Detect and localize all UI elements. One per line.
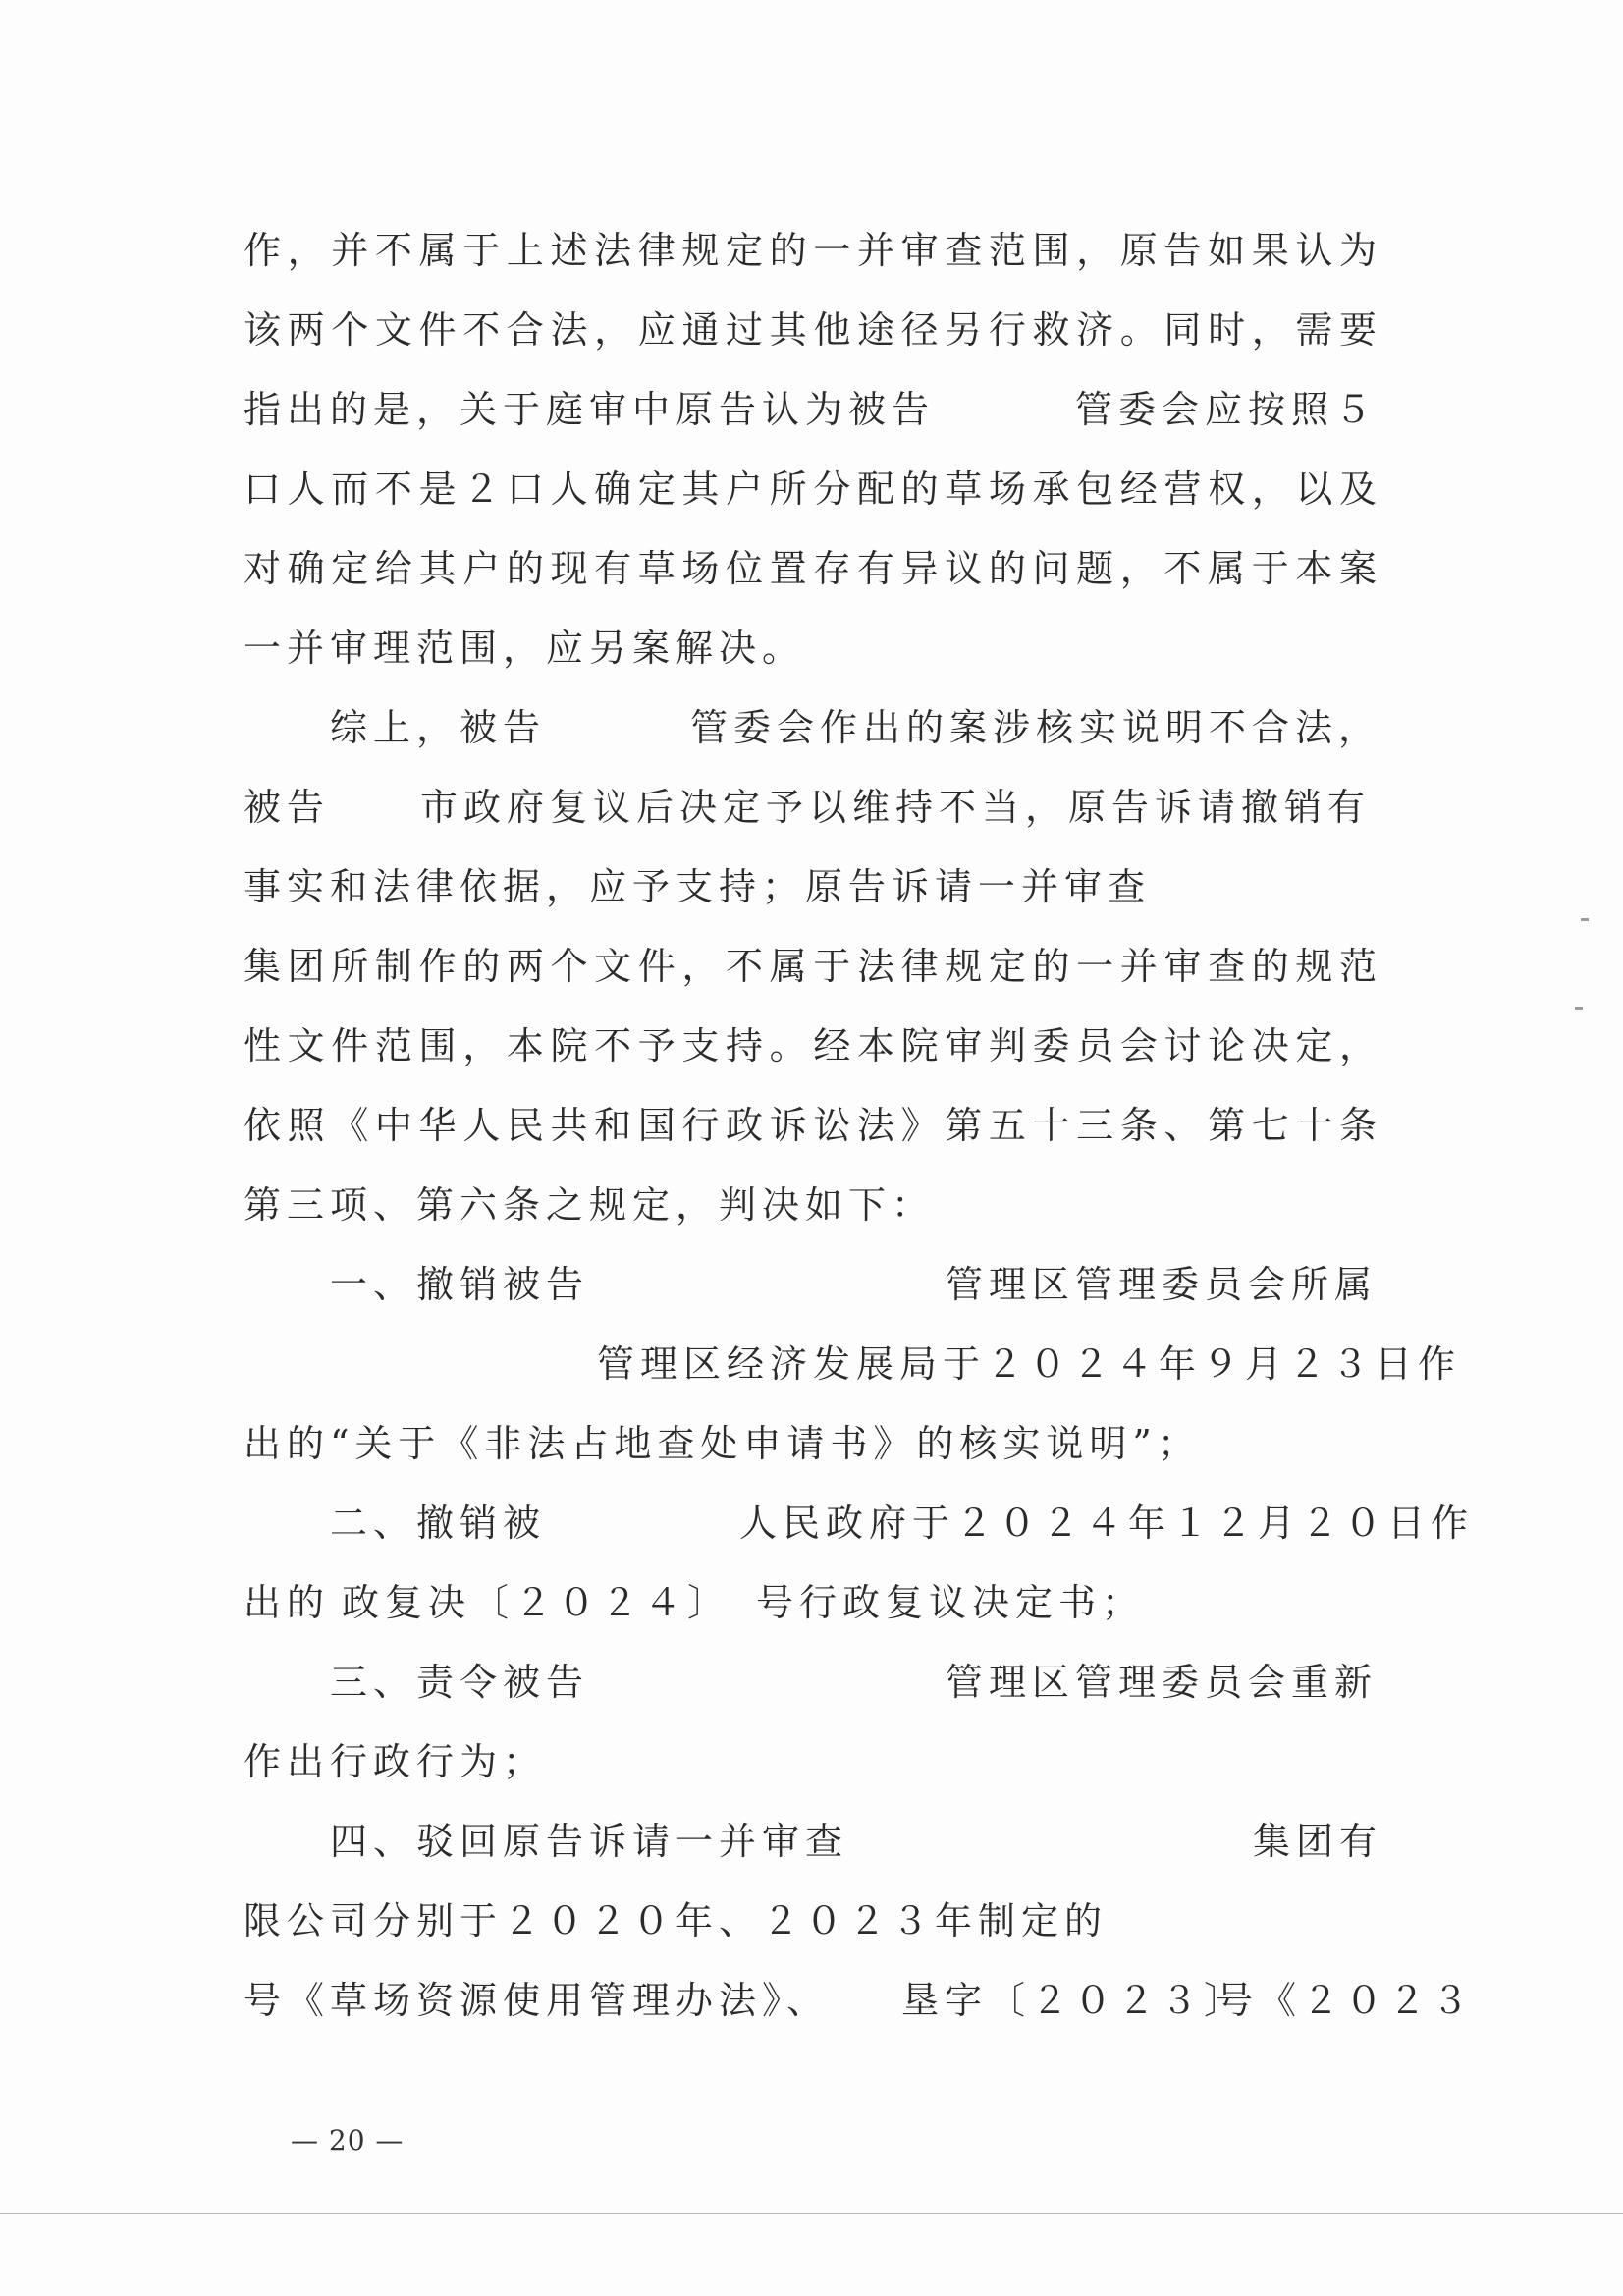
text-segment: 政复决〔２０２４〕 (342, 1581, 731, 1624)
text-segment: 指出的是，关于庭审中原告认为被告 (243, 388, 936, 431)
text-segment: 被告 (243, 786, 331, 829)
scan-speck (1575, 1007, 1583, 1010)
text-segment: 号行政复议决定书； (756, 1581, 1146, 1624)
text-segment: 出的 (243, 1581, 331, 1624)
text-line: 对确定给其户的现有草场位置存有异议的问题，不属于本案 (243, 547, 1382, 590)
text-segment: 号《２０２３ (1216, 1979, 1476, 2022)
text-line: 限公司分别于２０２０年、２０２３年制定的 (243, 1899, 1109, 1942)
text-line: 作，并不属于上述法律规定的一并审查范围，原告如果认为 (243, 229, 1382, 272)
scan-edge-line (0, 2213, 1623, 2214)
text-line: 性文件范围，本院不予支持。经本院审判委员会讨论决定， (243, 1024, 1382, 1067)
text-segment: 人民政府于２０２４年１２月２０日作 (739, 1502, 1475, 1545)
text-segment: 号《草场资源使用管理办法》、 (243, 1979, 831, 2022)
text-line: 依照《中华人民共和国行政诉讼法》第五十三条、第七十条 (243, 1104, 1382, 1147)
text-line-redacted (243, 1573, 1382, 1632)
text-line-redacted (243, 1335, 1462, 1394)
text-line-redacted (243, 1653, 1382, 1712)
text-segment: 管理区管理委员会所属 (946, 1263, 1379, 1306)
text-line: 出的“关于《非法占地查处申请书》的核实说明”； (243, 1422, 1201, 1465)
scan-speck (1581, 918, 1589, 921)
text-segment: 一、撤销被告 (330, 1263, 590, 1306)
text-segment: 市政府复议后决定予以维持不当，原告诉请撤销有 (420, 786, 1372, 829)
text-segment: 管委会应按照５ (1075, 388, 1379, 431)
text-segment: 管委会作出的案涉核实说明不合法， (690, 706, 1382, 749)
text-segment: 二、撤销被 (330, 1502, 547, 1545)
text-segment: 垦字〔２０２３〕 (901, 1979, 1248, 2022)
text-line-redacted (243, 698, 1382, 757)
text-segment: 集团有 (1253, 1820, 1383, 1863)
text-line-redacted (243, 1971, 1476, 2030)
text-line: 作出行政行为； (243, 1740, 547, 1783)
text-segment: 四、驳回原告诉请一并审查 (330, 1820, 849, 1863)
text-line: 事实和法律依据，应予支持；原告诉请一并审查 (243, 865, 1152, 908)
text-line: 第三项、第六条之规定，判决如下： (243, 1183, 936, 1227)
text-segment: 三、责令被告 (330, 1661, 590, 1704)
text-segment: 管理区管理委员会重新 (946, 1661, 1379, 1704)
text-line-redacted (243, 778, 1382, 837)
text-line-redacted (243, 380, 1382, 439)
text-segment: 管理区经济发展局于２０２４年９月２３日作 (597, 1342, 1462, 1386)
text-line-redacted (243, 1494, 1475, 1553)
text-line-redacted (243, 1255, 1382, 1314)
text-segment: 综上，被告 (330, 706, 547, 749)
text-line: 集团所制作的两个文件，不属于法律规定的一并审查的规范 (243, 945, 1382, 988)
page-number: — 20 — (291, 2124, 405, 2157)
text-line: 该两个文件不合法，应通过其他途径另行救济。同时，需要 (243, 308, 1382, 352)
text-line: 一并审理范围，应另案解决。 (243, 627, 806, 670)
text-line: 口人而不是２口人确定其户所分配的草场承包经营权，以及 (243, 467, 1382, 511)
text-line-redacted (243, 1812, 1382, 1871)
